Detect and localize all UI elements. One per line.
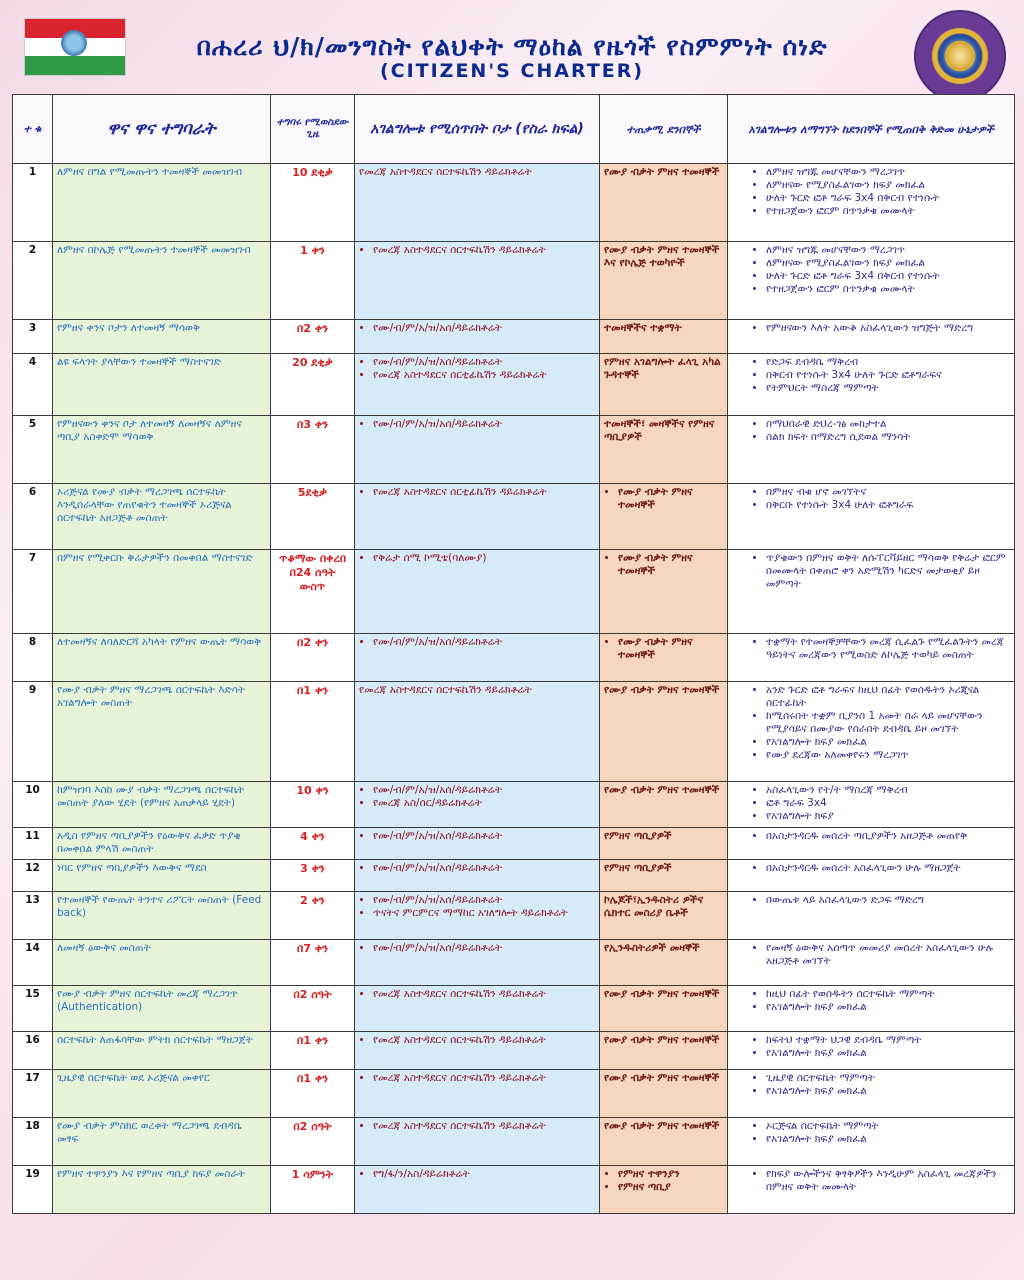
requirement-item: • በውጤቱ ላይ አስፈላጊውን ድጋፍ ማድረግ — [766, 894, 1010, 907]
place-item: • የመረጃ አስተዳደርና ሰርተፍኬሽን ዳይሬክቶሬት — [373, 1072, 595, 1085]
seal-emblem-icon — [942, 38, 978, 74]
flag-stripe-white — [25, 38, 125, 57]
table-row — [13, 1070, 1015, 1118]
row-number: 14 — [13, 940, 53, 986]
requirement-item: • የሙያ ደረጃው አለመቀየሩን ማረጋገጥ — [766, 749, 1010, 762]
row-number: 8 — [13, 634, 53, 682]
page-subtitle: (CITIZEN'S CHARTER) — [379, 60, 645, 82]
time-cell: በ1 ቀን — [271, 1070, 355, 1118]
stakeholder-text: የምዘና አገልግሎት ፈላጊ አካል ጉዳተኞች — [604, 356, 721, 381]
requirement-list — [732, 942, 1010, 968]
stakeholder-cell — [600, 242, 728, 320]
place-item: • የመረጃ አስ/ሰር/ዳይሬክቶሬት — [373, 797, 595, 810]
header-place: አገልግሎቱ የሚሰጥበት ቦታ (የስራ ክፍል) — [355, 95, 600, 164]
activity-cell: ለምዘና በኮሌጅ የሚመጡትን ተመዛኞች መመዝገብ — [53, 242, 271, 320]
requirements-cell — [728, 550, 1015, 634]
stakeholder-cell — [600, 634, 728, 682]
requirement-list — [732, 988, 1010, 1014]
place-cell — [355, 1118, 600, 1166]
table-row — [13, 682, 1015, 782]
place-list — [359, 1034, 595, 1047]
stakeholder-text: የሙያ ብቃት ምዘና ተመዛኞች — [604, 166, 720, 178]
requirement-item: • በአስታንዳርዱ መሰረት አስፈላጊውን ሁሉ ማዘጋጀት — [766, 862, 1010, 875]
place-item: • ጥናትና ምርምርና ማማከር አገለግሎት ዳይሬክቶሬት — [373, 907, 595, 920]
place-item: • የሙ/ብ/ም/አ/ዝ/አሰ/ዳይሬክቶሬት — [373, 894, 595, 907]
stakeholder-list — [604, 1168, 723, 1194]
requirement-item: • በምዘና ብቁ ሆኖ መገኘትና — [766, 486, 1010, 499]
requirement-item: • ከዚህ በፊት የወሰዱትን ሰርተፍኬት ማምጣት — [766, 988, 1010, 1001]
place-list — [359, 942, 595, 955]
requirement-item: • አስፈላጊውን የት/ት ማስረጃ ማቅረብ — [766, 784, 1010, 797]
requirement-list — [732, 862, 1010, 875]
table-body — [13, 164, 1015, 1214]
requirement-list — [732, 1034, 1010, 1060]
row-number: 15 — [13, 986, 53, 1032]
requirements-cell — [728, 164, 1015, 242]
requirement-item: • የአገልግሎት ክፍያ መክፈል — [766, 1085, 1010, 1098]
place-list — [359, 862, 595, 875]
row-number: 19 — [13, 1166, 53, 1214]
place-list — [359, 1120, 595, 1133]
requirement-item: • በአስታንዳርዱ መሰረት ጣቢያዎችን አዘጋጅቶ መጠየቅ — [766, 830, 1010, 843]
place-cell — [355, 320, 600, 354]
requirement-item: • ከፍትህ ተቋማት ህጋዊ ደብዳቤ ማምጣት — [766, 1034, 1010, 1047]
stakeholder-text: የምዘና ጣቢያዎች — [604, 830, 672, 842]
stakeholder-cell — [600, 320, 728, 354]
stakeholder-text: የሙያ ብቃት ምዘና ተመዛኞች — [604, 1072, 720, 1084]
header-activity: ዋና ዋና ተግባራት — [53, 95, 271, 164]
stakeholder-item: • የምዘና ተዋንያን — [618, 1168, 723, 1181]
row-number: 3 — [13, 320, 53, 354]
place-item: • የመረጃ አስተዳደርና ሰርተፍኬሽን ዳይሬክቶሬት — [373, 1034, 595, 1047]
table-row — [13, 484, 1015, 550]
stakeholder-cell — [600, 892, 728, 940]
stakeholder-text: ኮሌጆች፣ኢንዱስትሪ ዎችና ሴክተር መስሪያ ቤቶች — [604, 894, 704, 919]
stakeholder-text: የሙያ ብቃት ምዘና ተመዛኞች — [604, 988, 720, 1000]
requirements-cell — [728, 320, 1015, 354]
time-cell: 4 ቀን — [271, 828, 355, 860]
charter-table — [12, 94, 1015, 1214]
place-cell — [355, 416, 600, 484]
requirement-list — [732, 1168, 1010, 1194]
place-cell — [355, 484, 600, 550]
requirement-item: • ለምዘናው የሚያስፈልገውን ክፍያ መክፈል — [766, 179, 1010, 192]
time-cell: 1 ቀን — [271, 242, 355, 320]
table-row — [13, 242, 1015, 320]
place-cell — [355, 242, 600, 320]
place-list — [359, 322, 595, 335]
requirement-item: • የአገልግሎት ክፍያ መክፈል — [766, 1001, 1010, 1014]
table-row — [13, 1032, 1015, 1070]
stakeholder-cell — [600, 484, 728, 550]
activity-cell: የምዘናውን ቀንና ቦታ ለተመዛኝ ለመዛኝና ለምዘና ጣቢያ አስቀድሞ ማሳወቅ — [53, 416, 271, 484]
activity-cell: የሙያ ብቃት ምስክር ወረቀት ማረጋገጫ ደብዳቤ መፃፍ — [53, 1118, 271, 1166]
place-item: • የግ/ፋ/ን/አስ/ዳይሬክቶሬት — [373, 1168, 595, 1181]
stakeholder-text: የምዘና ጣቢያዎች — [604, 862, 672, 874]
requirement-list — [732, 830, 1010, 843]
table-row — [13, 164, 1015, 242]
activity-cell: ለተመዛኝና ለባለድርሻ አካላት የምዘና ውጤት ማሳወቅ — [53, 634, 271, 682]
stakeholder-cell — [600, 550, 728, 634]
stakeholder-text: የኢንዱስትሪዎች መዛኞች — [604, 942, 700, 954]
time-cell: ጥቆማው በቀረበ በ24 ሰዓት ውስጥ — [271, 550, 355, 634]
requirement-item: • የመዛኝ ዕውቅና አሰጣጥ መመሪያ መሰረት አስፈላጊውን ሁሉ አዘጋጅቶ መገኘት — [766, 942, 1010, 968]
requirement-list — [732, 418, 1010, 444]
requirement-item: • የድጋፍ ደብዳቤ ማቅረብ — [766, 356, 1010, 369]
requirement-item: • የአገልግሎት ክፍያ መክፈል — [766, 736, 1010, 749]
requirements-cell — [728, 1166, 1015, 1214]
requirement-item: • በማህበራዊ ድህረ-ገፅ መከታተል — [766, 418, 1010, 431]
activity-cell: የሙያ ብቃት ምዘና ማረጋገጫ ሰርተፍኬት እድሳት አገልግሎት መስጠት — [53, 682, 271, 782]
place-cell — [355, 1032, 600, 1070]
requirement-item: • ለምዘናው የሚያስፈልገውን ክፍያ መክፈል — [766, 257, 1010, 270]
table-header-row — [13, 95, 1015, 164]
requirement-item: • ለምዘና ዝግጁ መሆናቸውን ማረጋገጥ — [766, 166, 1010, 179]
time-cell: 5ደቂቃ — [271, 484, 355, 550]
requirements-cell — [728, 1118, 1015, 1166]
stakeholder-text: የሙያ ብቃት ምዘና ተመዛኞች — [604, 1120, 720, 1132]
place-cell — [355, 828, 600, 860]
place-item: • የመረጃ አስተዳደርና ሰርተፍኬሽን ዳይሬክቶሬት — [373, 244, 595, 257]
row-number: 7 — [13, 550, 53, 634]
institution-seal-logo — [914, 10, 1006, 102]
stakeholder-cell — [600, 782, 728, 828]
time-cell: በ3 ቀን — [271, 416, 355, 484]
stakeholder-item: • የሙያ ብቃት ምዘና ተመዛኞች — [618, 636, 723, 662]
time-cell: በ2 ሰዓት — [271, 986, 355, 1032]
requirement-item: • የክፍያ ውሎችንና ቅፃቅፆችን እንዲሁም አስፈላጊ መረጃዎችን በምዘና ወቅት መሙላት — [766, 1168, 1010, 1194]
place-cell — [355, 860, 600, 892]
requirements-cell — [728, 634, 1015, 682]
activity-cell: የምዘና ተዋንያን እና የምዘና ጣቢያ ክፍያ መስራት — [53, 1166, 271, 1214]
place-list — [359, 244, 595, 257]
table-row — [13, 828, 1015, 860]
time-cell: በ1 ቀን — [271, 682, 355, 782]
place-list — [359, 552, 595, 565]
place-text: የመረጃ አስተዳደርና ሰርተፍኬሽን ዳይሬክቶሬት — [359, 684, 532, 696]
activity-cell: አዲስ የምዘና ጣቢያዎችን የዕውቅና ፈቃድ ጥያቄ በመቀበል ምላሽ መስጠት — [53, 828, 271, 860]
stakeholder-cell — [600, 1070, 728, 1118]
requirement-item: • ስልክ ክፍት በማድረግ ሲደወል ማንሳት — [766, 431, 1010, 444]
activity-cell: የምዘና ቀንና ቦታን ለተመዛኝ ማሳወቅ — [53, 320, 271, 354]
stakeholder-item: • የሙያ ብቃት ምዘና ተመዛኞች — [618, 486, 723, 512]
place-item: • የሙ/ብ/ም/አ/ዝ/አሰ/ዳይሬክቶሬት — [373, 322, 595, 335]
requirement-list — [732, 684, 1010, 762]
place-item: • የመረጃ አስተዳደርና ሰርተፍኬሽን ዳይሬክቶሬት — [373, 988, 595, 1001]
stakeholder-text: የሙያ ብቃት ምዘና ተመዛኞች — [604, 1034, 720, 1046]
requirement-item: • ሁለት ጉርድ ፎቶ ግራፍ 3x4 በቅርብ የተነሱት — [766, 192, 1010, 205]
table-row — [13, 986, 1015, 1032]
activity-cell: ለምዘና በግል የሚመጡትን ተመዛኞች መመዝገብ — [53, 164, 271, 242]
requirement-item: • ፎቶ ግራፍ 3x4 — [766, 797, 1010, 810]
activity-cell: ለመዛኝ ዕውቅና መስጠት — [53, 940, 271, 986]
requirement-item: • ከሚሰሩበት ተቋም ቢያንስ 1 አመት ስራ ላይ መሆናቸውን የሚያሳይና በሙያው የሰራበት ደብዳቤ ይዞ መገኘት — [766, 710, 1010, 736]
requirement-list — [732, 166, 1010, 218]
requirements-cell — [728, 484, 1015, 550]
activity-cell: በምዘና የሚቀርቡ ቅሬታዎችን በመቀበል ማስተናገድ — [53, 550, 271, 634]
stakeholder-list — [604, 486, 723, 512]
requirements-cell — [728, 986, 1015, 1032]
requirement-item: • ጊዜያዊ ሰርተፍኬት ማምጣት — [766, 1072, 1010, 1085]
place-cell — [355, 682, 600, 782]
table-row — [13, 320, 1015, 354]
stakeholder-cell — [600, 1166, 728, 1214]
place-item: • የሙ/ብ/ም/አ/ዝ/አሰ/ዳይሬክቶሬት — [373, 942, 595, 955]
time-cell: 10 ቀን — [271, 782, 355, 828]
table-row — [13, 1118, 1015, 1166]
activity-cell: የሙያ ብቃት ምዘና ሰርተፍኬት መረጃ ማረጋገጥ (Authentication) — [53, 986, 271, 1032]
requirement-item: • የትምህርት ማስረጃ ማምጣት — [766, 382, 1010, 395]
requirements-cell — [728, 416, 1015, 484]
place-item: • የመረጃ አስተዳደርና ሰርቲፊኬሽን ዳይሬክቶሬት — [373, 369, 595, 382]
table-row — [13, 892, 1015, 940]
activity-cell: ከምዝገባ እስከ ሙያ ብቃት ማረጋገጫ ሰርተፍኬት መስጠት ያለው ሂደት (የምዘና አጠቃላይ ሂደት) — [53, 782, 271, 828]
time-cell: በ7 ቀን — [271, 940, 355, 986]
stakeholder-text: ተመዛኞችና ተቋማት — [604, 322, 682, 334]
requirement-list — [732, 1120, 1010, 1146]
stakeholder-cell — [600, 416, 728, 484]
requirements-cell — [728, 892, 1015, 940]
row-number: 17 — [13, 1070, 53, 1118]
stakeholder-list — [604, 552, 723, 578]
requirement-item: • ተቋማት የተመዛኞቻቸውን መረጃ ሲፈልጉ የሚፈልጉትን መረጃ ዓይነትና መረጃውን የሚወስድ ለኮሌጅ ተወካይ መስጠት — [766, 636, 1010, 662]
requirements-cell — [728, 242, 1015, 320]
place-list — [359, 356, 595, 382]
table-row — [13, 940, 1015, 986]
requirement-list — [732, 322, 1010, 335]
time-cell: 2 ቀን — [271, 892, 355, 940]
stakeholder-item: • የምዘና ጣቢያ — [618, 1181, 723, 1194]
place-list — [359, 830, 595, 843]
time-cell: 20 ደቂቃ — [271, 354, 355, 416]
activity-cell: የተመዛኞች የውጤት ትንተና ሪፖርት መስጠት (Feed back) — [53, 892, 271, 940]
place-text: የመረጃ አስተዳደርና ሰርተፍኬሽን ዳይሬክቶሬት — [359, 166, 532, 178]
place-item: • የሙ/ብ/ም/አ/ዝ/አሰ/ዳይሬክቶሬት — [373, 830, 595, 843]
requirement-list — [732, 552, 1010, 591]
stakeholder-cell — [600, 1032, 728, 1070]
activity-cell: ኦሪጅናል የሙያ ብቃት ማረጋገጫ ሰርተፍኬት እንዲሰራላቸው የጠየቁትን ተመዛኞች ኦሪጅናል ሰርተፍኬት አዘጋጅቶ መስጠት — [53, 484, 271, 550]
requirements-cell — [728, 860, 1015, 892]
activity-cell: ጊዜያዊ ሰርተፍኬት ወደ ኦሪጅናል መቀየር — [53, 1070, 271, 1118]
requirement-item: • በቅርብ የተነሱት 3x4 ሁለት ጉርድ ፎቶግራፍና — [766, 369, 1010, 382]
requirement-item: • የአገልግሎት ክፍያ መክፈል — [766, 1133, 1010, 1146]
stakeholder-list — [604, 636, 723, 662]
requirement-list — [732, 486, 1010, 512]
requirement-item: • የአገልግሎት ክፍያ — [766, 810, 1010, 823]
place-item: • የመረጃ አስተዳደርና ሰርተፍኬሽን ዳይሬክቶሬት — [373, 1120, 595, 1133]
ethiopia-harari-flag — [24, 18, 126, 76]
place-cell — [355, 892, 600, 940]
requirements-cell — [728, 782, 1015, 828]
header-no: ተ ቁ — [13, 95, 53, 164]
place-cell — [355, 550, 600, 634]
time-cell: በ2 ቀን — [271, 634, 355, 682]
requirement-list — [732, 244, 1010, 296]
requirement-item: • ጥያቄውን በምዘና ወቅት ለሱፐርቫይዘር ማሳወቅ የቅሬታ ፎርም በመሙላት በቀጠሮ ቀን አድሚሽን ካርድና መታወቂያ ይዞ መምጣት — [766, 552, 1010, 591]
place-list — [359, 784, 595, 810]
table-row — [13, 354, 1015, 416]
requirement-item: • የተዘጋጀውን ፎርም በጥንቃቄ መሙላት — [766, 283, 1010, 296]
requirement-list — [732, 356, 1010, 395]
row-number: 16 — [13, 1032, 53, 1070]
place-cell — [355, 164, 600, 242]
place-item: • የቅሬታ ሰሚ ኮሚቴ(ባለሙያ) — [373, 552, 595, 565]
table-row — [13, 1166, 1015, 1214]
row-number: 6 — [13, 484, 53, 550]
row-number: 12 — [13, 860, 53, 892]
stakeholder-text: ተመዛኞች፣ መዛኞችና የምዘና ጣቢያዎች — [604, 418, 715, 443]
requirements-cell — [728, 1032, 1015, 1070]
place-cell — [355, 940, 600, 986]
row-number: 5 — [13, 416, 53, 484]
time-cell: 10 ደቂቃ — [271, 164, 355, 242]
place-cell — [355, 354, 600, 416]
place-item: • የሙ/ብ/ም/አ/ዝ/አሰ/ዳይሬክቶሬት — [373, 784, 595, 797]
time-cell: በ2 ቀን — [271, 320, 355, 354]
requirement-list — [732, 1072, 1010, 1098]
time-cell: በ1 ቀን — [271, 1032, 355, 1070]
requirements-cell — [728, 828, 1015, 860]
page-title: በሐረሪ ህ/ክ/መንግስት የልህቀት ማዕከል የዜጎች የስምምነት ሰነድ — [196, 32, 828, 61]
row-number: 2 — [13, 242, 53, 320]
table-row — [13, 634, 1015, 682]
place-item: • የሙ/ብ/ም/አ/ዝ/አሰ/ዳይሬክቶሬት — [373, 356, 595, 369]
stakeholder-item: • የሙያ ብቃት ምዘና ተመዛኞች — [618, 552, 723, 578]
requirements-cell — [728, 940, 1015, 986]
row-number: 4 — [13, 354, 53, 416]
row-number: 9 — [13, 682, 53, 782]
requirement-list — [732, 784, 1010, 823]
requirements-cell — [728, 1070, 1015, 1118]
place-item: • የሙ/ብ/ም/አ/ዝ/አሰ/ዳይሬክቶሬት — [373, 418, 595, 431]
row-number: 10 — [13, 782, 53, 828]
place-cell — [355, 1166, 600, 1214]
time-cell: 1 ሳምንት — [271, 1166, 355, 1214]
stakeholder-cell — [600, 164, 728, 242]
place-list — [359, 988, 595, 1001]
place-item: • የሙ/ብ/ም/አ/ዝ/አሰ/ዳይሬክቶሬት — [373, 862, 595, 875]
place-item: • የመረጃ አስተዳደርና ሰርቲፊኬሽን ዳይሬክቶሬት — [373, 486, 595, 499]
stakeholder-cell — [600, 986, 728, 1032]
row-number: 18 — [13, 1118, 53, 1166]
flag-emblem-icon — [61, 30, 87, 56]
row-number: 1 — [13, 164, 53, 242]
activity-cell: ሰርተፍኬት ለጠፋባቸው ምትክ ሰርተፍኬት ማዘጋጀት — [53, 1032, 271, 1070]
stakeholder-cell — [600, 860, 728, 892]
place-cell — [355, 1070, 600, 1118]
stakeholder-cell — [600, 828, 728, 860]
header-stakeholders: ተጠቃሚ ደንበኞች — [600, 95, 728, 164]
place-list — [359, 636, 595, 649]
place-list — [359, 1168, 595, 1181]
requirement-list — [732, 894, 1010, 907]
requirements-cell — [728, 682, 1015, 782]
row-number: 11 — [13, 828, 53, 860]
place-cell — [355, 782, 600, 828]
table-row — [13, 860, 1015, 892]
stakeholder-text: የሙያ ብቃት ምዘና ተመዛኞች — [604, 684, 720, 696]
time-cell: 3 ቀን — [271, 860, 355, 892]
requirement-item: • የምዘናውን እለት አውቆ አስፈላጊውን ዝግጅት ማድረግ — [766, 322, 1010, 335]
table-row — [13, 550, 1015, 634]
table-row — [13, 416, 1015, 484]
requirement-item: • በቅርቡ የተነሱት 3x4 ሁለት ፎቶግራፍ — [766, 499, 1010, 512]
stakeholder-text: የሙያ ብቃት ምዘና ተመዛኞች — [604, 784, 720, 796]
place-list — [359, 894, 595, 920]
place-list — [359, 418, 595, 431]
place-cell — [355, 634, 600, 682]
stakeholder-cell — [600, 354, 728, 416]
activity-cell: ልዩ ፍላጎት ያላቸውን ተመዛኞች ማስተናገድ — [53, 354, 271, 416]
requirement-item: • ለምዘና ዝግጁ መሆናቸውን ማረጋገጥ — [766, 244, 1010, 257]
place-item: • የሙ/ብ/ም/አ/ዝ/አሰ/ዳይሬክቶሬት — [373, 636, 595, 649]
row-number: 13 — [13, 892, 53, 940]
place-list — [359, 486, 595, 499]
header-time: ተግባሩ የሚወስደው ጊዜ — [271, 95, 355, 164]
requirement-list — [732, 636, 1010, 662]
requirement-item: • የአገልግሎት ክፍያ መክፈል — [766, 1047, 1010, 1060]
requirement-item: • አንድ ጉርድ ፎቶ ግራፍና ከዚህ በፊት የወሰዱትን ኦሪጂናል ሰርተፊኬት — [766, 684, 1010, 710]
requirements-cell — [728, 354, 1015, 416]
requirement-item: • የተዘጋጀውን ፎርም በጥንቃቄ መሙላት — [766, 205, 1010, 218]
requirement-item: • ኦርጅናል ሰርተፍኬት ማምጣት — [766, 1120, 1010, 1133]
stakeholder-cell — [600, 682, 728, 782]
activity-cell: ነባር የምዘና ጣቢያዎችን እውቅና ማደስ — [53, 860, 271, 892]
stakeholder-text: የሙያ ብቃት ምዘና ተመዛኞች እና የኮሌጅ ተወካዮች — [604, 244, 720, 269]
time-cell: በ2 ሰዓት — [271, 1118, 355, 1166]
place-list — [359, 1072, 595, 1085]
place-cell — [355, 986, 600, 1032]
requirement-item: • ሁለት ጉርድ ፎቶ ግራፍ 3x4 በቅርብ የተነሱት — [766, 270, 1010, 283]
table-row — [13, 782, 1015, 828]
stakeholder-cell — [600, 940, 728, 986]
header-requirements: አገልግሎቱን ለማግኘት ከደንበኞች የሚጠበቅ ቅድመ ሁኔታዎች — [728, 95, 1015, 164]
stakeholder-cell — [600, 1118, 728, 1166]
flag-stripe-green — [25, 56, 125, 75]
